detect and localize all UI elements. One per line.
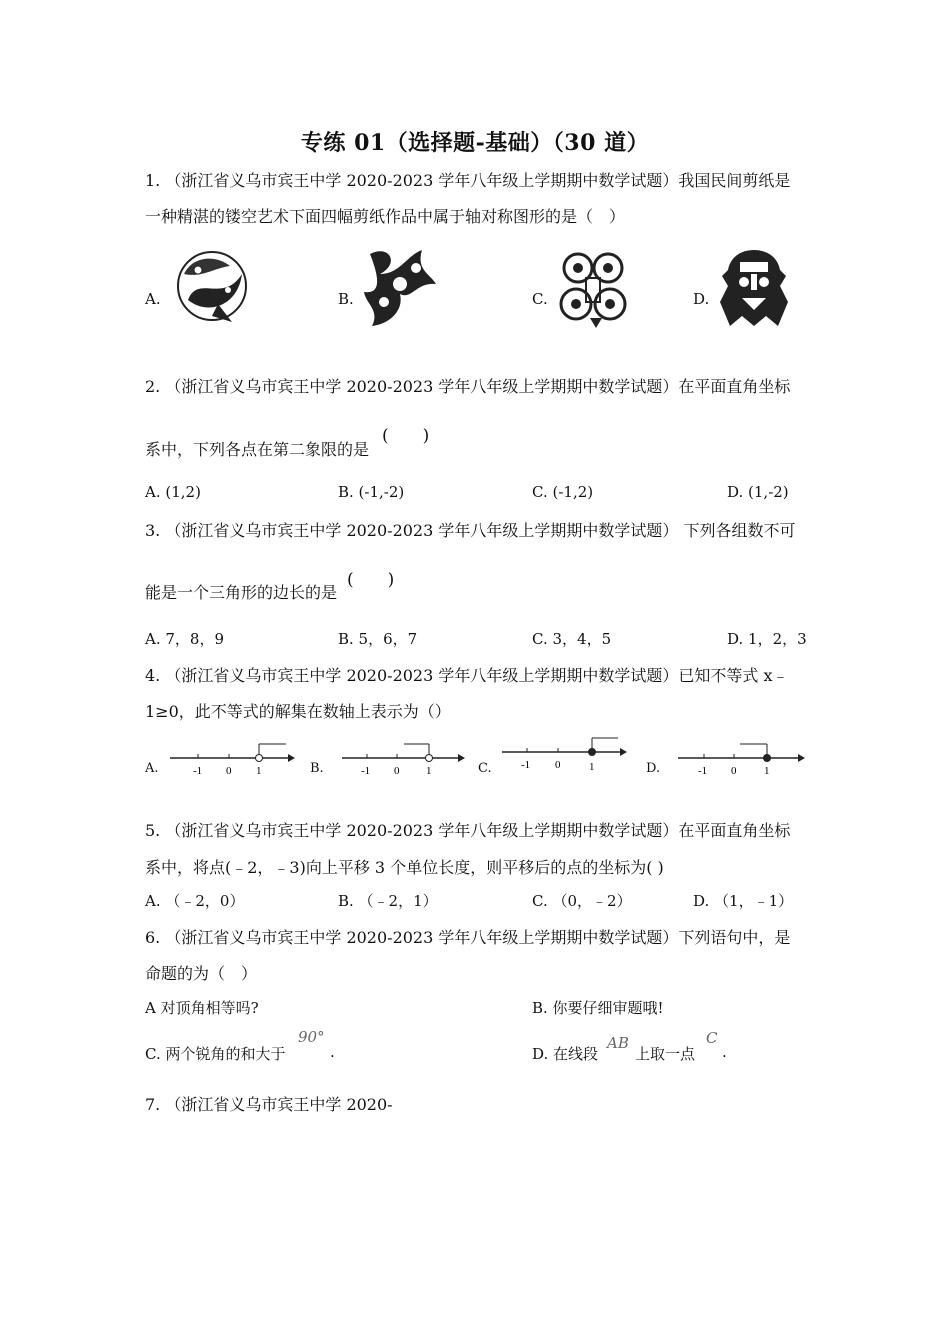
q6-option-d-math-ab: AB: [607, 1034, 629, 1052]
q2-option-a[interactable]: A. (1,2): [145, 483, 201, 501]
tick-label-neg1: -1: [361, 765, 371, 777]
q3-option-d[interactable]: D. 1，2，3: [727, 630, 807, 648]
q2-option-d[interactable]: D. (1,-2): [727, 483, 789, 501]
q1-stem-line2: 一种精湛的镂空艺术下面四幅剪纸作品中属于轴对称图形的是（ ）: [145, 207, 626, 226]
q6-option-a[interactable]: A 对顶角相等吗?: [145, 999, 259, 1017]
q5-option-b[interactable]: B. （﹣2，1）: [338, 892, 438, 910]
tick-label-1: 1: [256, 765, 262, 777]
q3-option-b[interactable]: B. 5，6，7: [338, 630, 418, 648]
tick-label-1: 1: [426, 765, 432, 777]
tick-label-0: 0: [226, 765, 232, 777]
numberline-b: [340, 740, 466, 780]
q3-option-c[interactable]: C. 3，4，5: [532, 630, 612, 648]
q5-option-c[interactable]: C. （0，﹣2）: [532, 892, 632, 910]
q3-answer-paren: ( ): [347, 570, 395, 590]
tick-label-neg1: -1: [698, 765, 708, 777]
q2-option-b[interactable]: B. (-1,-2): [338, 483, 405, 501]
q5-stem-line1: 5. （浙江省义乌市宾王中学 2020-2023 学年八年级上学期期中数学试题）在平面直角坐标: [145, 821, 791, 840]
q6-option-d[interactable]: D. 在线段: [532, 1045, 599, 1063]
q4-option-b-label[interactable]: B.: [310, 761, 324, 776]
q1-stem-line1: 1. （浙江省义乌市宾王中学 2020-2023 学年八年级上学期期中数学试题）我国民间剪纸是: [145, 171, 791, 190]
q6-option-c-end: .: [330, 1043, 335, 1061]
q2-stem-line1: 2. （浙江省义乌市宾王中学 2020-2023 学年八年级上学期期中数学试题）在平面直角坐标: [145, 377, 791, 396]
papercut-a-image: [168, 244, 258, 330]
q1-option-d-label[interactable]: D.: [693, 290, 710, 308]
q6-option-d-mid: 上取一点: [635, 1045, 696, 1063]
q5-stem-line2: 系中，将点(﹣2，﹣3)向上平移 3 个单位长度，则平移后的点的坐标为( ): [145, 858, 664, 877]
q6-stem-line2: 命题的为（ ）: [145, 964, 258, 983]
q3-option-a[interactable]: A. 7，8，9: [145, 630, 224, 648]
q6-stem-line1: 6. （浙江省义乌市宾王中学 2020-2023 学年八年级上学期期中数学试题）下列语句中，是: [145, 928, 791, 947]
q6-option-b[interactable]: B. 你要仔细审题哦!: [532, 999, 664, 1017]
q6-option-c[interactable]: C. 两个锐角的和大于: [145, 1045, 286, 1063]
q4-stem-line1: 4. （浙江省义乌市宾王中学 2020-2023 学年八年级上学期期中数学试题）已知不等式 x﹣: [145, 666, 789, 685]
numberline-d: [676, 740, 806, 780]
tick-label-0: 0: [731, 765, 737, 777]
q2-option-c[interactable]: C. (-1,2): [532, 483, 594, 501]
q5-option-d[interactable]: D. （1，﹣1）: [693, 892, 794, 910]
tick-label-neg1: -1: [193, 765, 203, 777]
q5-option-a[interactable]: A. （﹣2，0）: [145, 892, 245, 910]
q6-option-c-math: 90°: [298, 1028, 325, 1046]
tick-label-neg1: -1: [521, 759, 531, 771]
tick-label-1: 1: [589, 761, 595, 773]
tick-label-0: 0: [394, 765, 400, 777]
q4-option-d-label[interactable]: D.: [646, 761, 661, 776]
papercut-d-image: [718, 246, 790, 330]
numberline-c: [500, 734, 628, 774]
q6-option-d-math-c: C: [706, 1029, 718, 1047]
q7-stem-line1: 7. （浙江省义乌市宾王中学 2020-: [145, 1095, 393, 1114]
papercut-c-image: [556, 248, 630, 330]
page-title: 专练 01（选择题-基础）（30 道）: [300, 130, 650, 156]
q6-option-d-end: .: [722, 1043, 727, 1061]
q1-option-b-label[interactable]: B.: [338, 290, 354, 308]
q4-option-c-label[interactable]: C.: [478, 761, 492, 776]
tick-label-1: 1: [764, 765, 770, 777]
q2-answer-paren: ( ): [382, 426, 430, 446]
q4-option-a-label[interactable]: A.: [145, 761, 159, 776]
q1-option-c-label[interactable]: C.: [532, 290, 548, 308]
papercut-b-image: [360, 244, 440, 330]
q2-stem-line2: 系中，下列各点在第二象限的是: [145, 440, 370, 459]
q4-stem-line2: 1≥0，此不等式的解集在数轴上表示为（）: [145, 702, 451, 721]
q1-option-a-label[interactable]: A.: [145, 290, 161, 308]
numberline-a: [168, 740, 296, 780]
q3-stem-line1: 3. （浙江省义乌市宾王中学 2020-2023 学年八年级上学期期中数学试题） 下列各组数不可: [145, 521, 796, 540]
q3-stem-line2: 能是一个三角形的边长的是: [145, 583, 338, 602]
tick-label-0: 0: [555, 759, 561, 771]
